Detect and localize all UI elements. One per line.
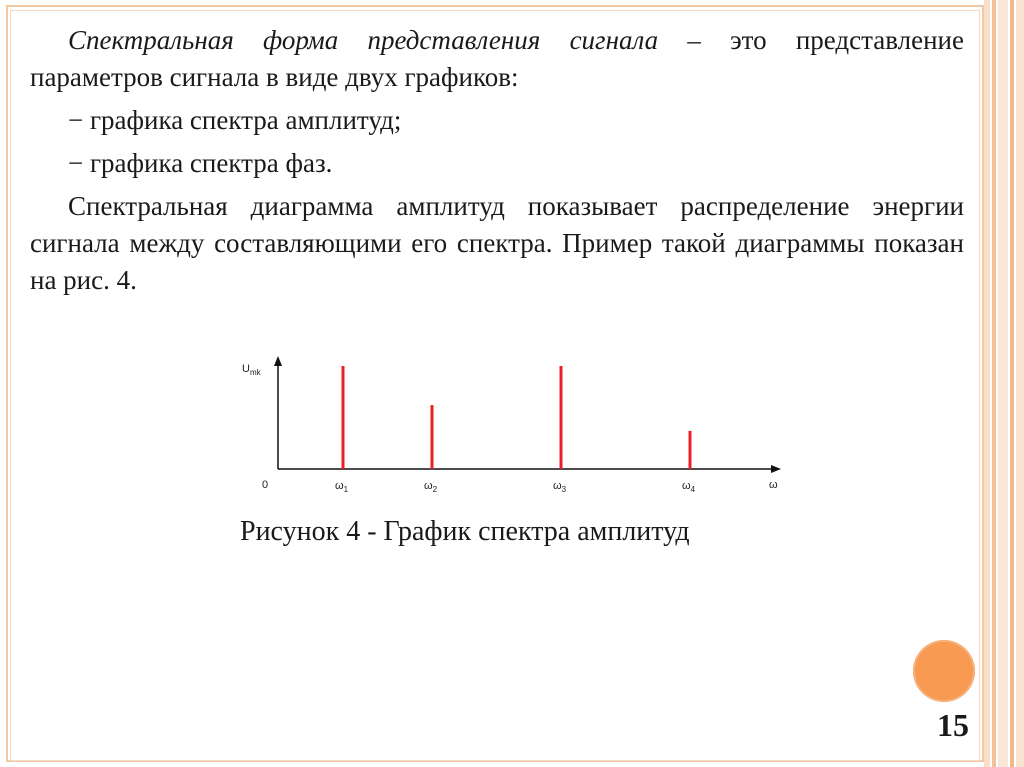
amplitude-spectrum-chart bbox=[236, 350, 796, 500]
y-axis-label: $U_{mk}$ bbox=[242, 363, 261, 377]
origin-label: 0 bbox=[262, 479, 269, 491]
bullet-amplitude: − графика спектра амплитуд; bbox=[68, 105, 402, 135]
y-axis-arrow bbox=[274, 356, 282, 366]
intro-definition: – это представление параметров сигнала в виде двух графиков: bbox=[30, 25, 964, 92]
decor-circle bbox=[913, 640, 975, 702]
decor-stripe bbox=[1010, 0, 1014, 767]
decor-stripe bbox=[992, 0, 996, 767]
figure-caption: Рисунок 4 - График спектра амплитуд bbox=[240, 516, 690, 547]
tick-label-4: $\omega_4$ bbox=[682, 480, 696, 494]
slide-body bbox=[30, 22, 964, 299]
decor-stripe bbox=[984, 0, 990, 767]
decor-stripe bbox=[998, 0, 1008, 767]
decor-stripe bbox=[1016, 0, 1024, 767]
bullet-phase: − графика спектра фаз. bbox=[68, 148, 333, 178]
x-axis-label: ω bbox=[769, 479, 778, 491]
tick-label-1: $\omega_1$ bbox=[335, 480, 349, 494]
x-axis-arrow bbox=[771, 465, 781, 473]
page-number: 15 bbox=[937, 707, 969, 743]
diagram-paragraph: Спектральная диаграмма амплитуд показывает распределение энергии сигнала между составляющими его спектра. Пример такой диаграммы показан на рис. 4. bbox=[30, 191, 964, 295]
intro-term: Спектральная форма представления сигнала bbox=[68, 25, 659, 55]
intro-paragraph bbox=[30, 22, 964, 96]
chart-svg bbox=[236, 350, 796, 500]
tick-label-2: $\omega_2$ bbox=[424, 480, 438, 494]
tick-label-3: $\omega_3$ bbox=[553, 480, 567, 494]
